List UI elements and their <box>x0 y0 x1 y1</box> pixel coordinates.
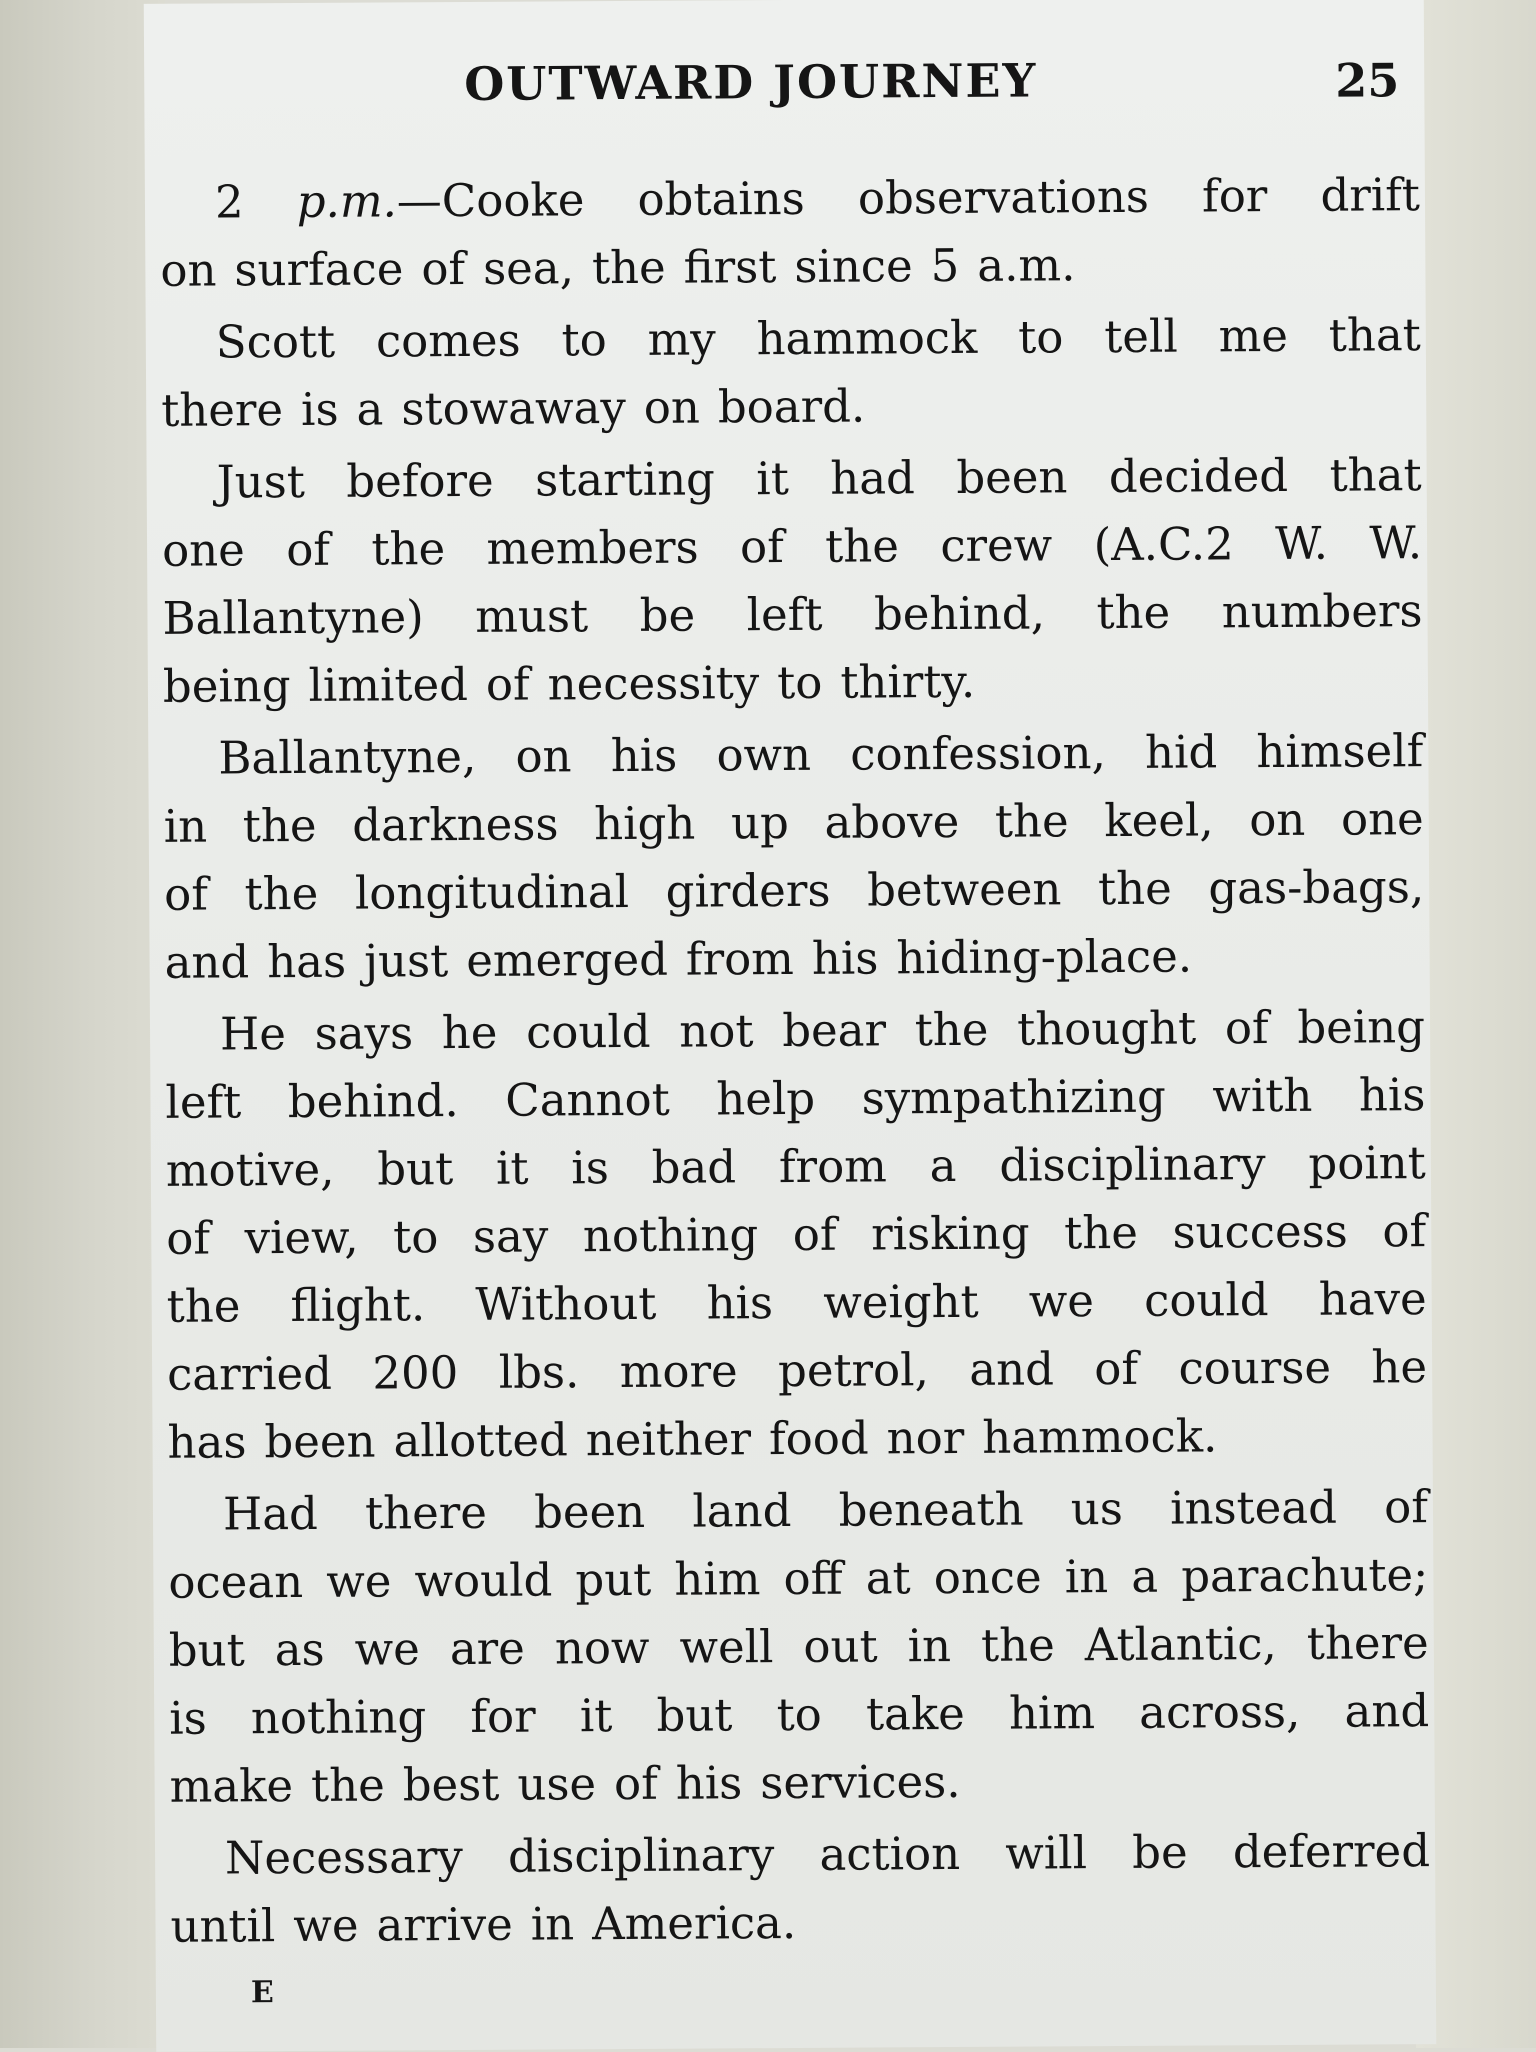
word: out <box>803 1619 878 1673</box>
word: gas-bags, <box>1208 860 1425 915</box>
word: me <box>1218 308 1289 363</box>
word: point <box>1308 1136 1426 1190</box>
paragraph <box>170 1817 1431 1961</box>
paragraph <box>161 301 1422 445</box>
text-line <box>161 301 1421 377</box>
word: for <box>470 1689 536 1743</box>
text-line <box>169 1609 1429 1685</box>
word: in <box>163 799 208 853</box>
word: since <box>794 239 913 293</box>
word: on <box>160 243 217 297</box>
word: says <box>314 1006 414 1060</box>
word: off <box>783 1551 843 1606</box>
word: from <box>778 1139 888 1194</box>
word: Ballantyne) <box>162 590 424 645</box>
word: disciplinary <box>507 1828 775 1883</box>
word: on <box>515 729 572 783</box>
word: one <box>161 523 245 577</box>
word: nothing <box>582 1208 759 1263</box>
word: has <box>167 1415 247 1469</box>
word: say <box>472 1209 549 1263</box>
word: could <box>1143 1273 1269 1327</box>
word: of <box>166 1211 211 1265</box>
text-line <box>163 645 1423 721</box>
word: darkness <box>352 797 559 852</box>
word: being <box>162 659 291 713</box>
word: behind. <box>287 1074 459 1129</box>
word: petrol, <box>777 1343 930 1398</box>
word: could <box>525 1004 651 1059</box>
word: now <box>554 1620 650 1675</box>
word: drift <box>1320 168 1421 222</box>
text-line <box>168 1541 1428 1617</box>
word: the <box>914 1002 989 1057</box>
word: him <box>1008 1686 1096 1740</box>
word: the <box>244 866 319 921</box>
word: is <box>169 1691 207 1745</box>
word: Atlantic, <box>1084 1617 1277 1672</box>
word: for <box>1201 169 1268 223</box>
text-line <box>160 161 1420 237</box>
word: best <box>402 1757 500 1812</box>
word: the <box>242 798 317 853</box>
word: above <box>824 794 960 849</box>
text-line <box>160 229 1420 305</box>
word: well <box>679 1620 774 1674</box>
word: surface <box>234 242 404 297</box>
word: and <box>969 1342 1055 1396</box>
text-line <box>167 1265 1427 1341</box>
text-line <box>166 1197 1426 1273</box>
word: disciplinary <box>999 1137 1266 1192</box>
page-number: 25 <box>1335 53 1400 108</box>
word: thought <box>1016 1001 1197 1056</box>
word: bad <box>651 1140 737 1194</box>
word: that <box>1328 308 1421 362</box>
word: Scott <box>215 314 336 369</box>
word: up <box>730 796 789 850</box>
word: the <box>371 522 446 576</box>
word: in <box>907 1619 952 1673</box>
word: comes <box>375 313 521 368</box>
text-line <box>164 785 1424 861</box>
word: himself <box>1256 724 1424 779</box>
word: first <box>683 240 777 294</box>
text-line <box>161 441 1421 517</box>
word: p.m.—Cooke <box>296 173 585 228</box>
word: of <box>1384 1480 1429 1534</box>
word: a <box>929 1138 957 1193</box>
word: arrive <box>376 1897 513 1952</box>
word: there <box>161 383 284 437</box>
word: in <box>530 1897 575 1951</box>
word: food <box>768 1411 869 1466</box>
word: his <box>1358 1068 1426 1122</box>
word: hiding-place. <box>896 929 1193 985</box>
word: the <box>1097 861 1172 916</box>
word: on <box>643 380 701 434</box>
word: parachute; <box>1181 1548 1429 1603</box>
word: confession, <box>850 726 1106 781</box>
word: and <box>1344 1684 1430 1738</box>
word: but <box>377 1142 454 1196</box>
word: a.m. <box>977 238 1076 292</box>
word: weight <box>823 1274 979 1329</box>
text-line <box>169 1677 1429 1753</box>
word: just <box>363 934 449 988</box>
word: a <box>1131 1549 1159 1603</box>
word: keel, <box>1104 793 1214 848</box>
book-page <box>144 0 1436 2052</box>
word: we <box>354 1622 420 1676</box>
word: view, <box>244 1210 359 1265</box>
word: will <box>1005 1826 1088 1880</box>
word: risking <box>870 1206 1030 1261</box>
running-head <box>144 51 1424 129</box>
word: Had <box>222 1486 319 1541</box>
word: to <box>777 655 823 710</box>
word: the <box>166 1279 241 1333</box>
text-line <box>164 853 1424 929</box>
word: of <box>286 522 331 577</box>
word: that <box>1329 448 1422 502</box>
word: board. <box>717 379 866 434</box>
word: of <box>421 241 466 296</box>
word: the <box>1064 1205 1139 1260</box>
word: longitudinal <box>354 864 630 920</box>
word: W. <box>1275 516 1329 571</box>
word: him <box>674 1552 761 1606</box>
text-line <box>162 509 1422 585</box>
word: thirty. <box>840 654 976 709</box>
word: not <box>679 1004 754 1058</box>
word: course <box>1178 1340 1332 1395</box>
word: make <box>169 1759 294 1813</box>
word: the <box>1096 585 1171 640</box>
word: starting <box>534 452 716 507</box>
word: carried <box>166 1346 333 1401</box>
word: before <box>346 453 494 508</box>
word: and <box>164 935 250 989</box>
word: high <box>593 796 696 851</box>
text-line <box>167 1401 1427 1477</box>
word: hammock. <box>982 1409 1218 1464</box>
word: Without <box>475 1276 657 1331</box>
word: he <box>441 1005 498 1060</box>
paragraph <box>163 717 1425 997</box>
word: of <box>1094 1341 1139 1396</box>
text-line <box>168 1473 1428 1549</box>
word: a <box>356 382 384 436</box>
word: with <box>1212 1068 1313 1123</box>
word: Just <box>216 454 306 509</box>
word: had <box>830 451 916 505</box>
word: once <box>933 1550 1042 1605</box>
text-line <box>163 717 1423 793</box>
text-line <box>170 1885 1430 1961</box>
word: Ballantyne, <box>218 729 477 785</box>
word: America. <box>592 1895 797 1951</box>
word: in <box>1064 1550 1109 1604</box>
word: deferred <box>1232 1824 1431 1879</box>
word: be <box>639 588 696 642</box>
word: emerged <box>466 932 669 987</box>
word: neither <box>585 1412 752 1467</box>
word: 200 <box>372 1346 459 1400</box>
word: tell <box>1104 309 1178 364</box>
word: help <box>716 1071 816 1126</box>
word: the <box>994 794 1069 848</box>
word: limited <box>308 657 469 712</box>
word: the <box>980 1618 1055 1672</box>
word: to <box>1018 310 1064 364</box>
word: of <box>792 1207 837 1261</box>
word: there <box>1306 1616 1429 1670</box>
word: there <box>364 1485 488 1540</box>
word: take <box>865 1686 965 1741</box>
word: be <box>1132 1825 1188 1879</box>
paragraph <box>165 993 1428 1477</box>
word: stowaway <box>401 380 626 436</box>
word: decided <box>1108 448 1289 504</box>
word: across, <box>1139 1684 1301 1739</box>
word: 2 <box>214 175 244 229</box>
word: the <box>591 240 666 295</box>
word: his <box>811 931 879 985</box>
word: between <box>866 862 1062 917</box>
word: observations <box>857 169 1150 225</box>
word: necessity <box>547 656 760 711</box>
word: been <box>264 1414 376 1469</box>
word: until <box>170 1899 276 1953</box>
word: left <box>165 1075 242 1129</box>
word: to <box>561 313 607 367</box>
word: members <box>486 520 699 575</box>
left-page-margin <box>0 0 165 2048</box>
word: sympathizing <box>861 1069 1166 1125</box>
word: the <box>310 1758 385 1812</box>
word: bear <box>782 1003 887 1058</box>
word: flight. <box>290 1278 426 1333</box>
word: being <box>1297 1000 1426 1054</box>
word: left <box>746 587 823 642</box>
word: of <box>1224 1001 1269 1055</box>
word: at <box>865 1551 911 1605</box>
word: hid <box>1144 725 1218 779</box>
text-line <box>169 1745 1429 1821</box>
word: use <box>517 1757 597 1811</box>
word: girders <box>665 863 831 918</box>
word: but <box>168 1623 245 1677</box>
word: of <box>739 520 784 574</box>
word: nothing <box>250 1690 427 1745</box>
text-line <box>161 369 1421 445</box>
word: nor <box>886 1410 965 1465</box>
word: it <box>495 1141 529 1195</box>
word: it <box>579 1689 613 1743</box>
word: Necessary <box>224 1830 464 1885</box>
text-line <box>164 921 1424 997</box>
word: we <box>326 1554 392 1608</box>
word: has <box>267 934 347 989</box>
word: have <box>1318 1272 1427 1326</box>
word: his <box>675 1756 743 1810</box>
word: is <box>300 382 339 436</box>
word: of <box>485 657 530 711</box>
word: to <box>776 1687 822 1742</box>
word: we <box>293 1898 359 1953</box>
text-line <box>167 1333 1427 1409</box>
word: allotted <box>393 1413 568 1468</box>
word: services. <box>760 1754 961 1810</box>
word: his <box>706 1276 774 1330</box>
word: beneath <box>838 1482 1024 1537</box>
word: W. <box>1369 516 1423 570</box>
word: must <box>475 589 589 643</box>
word: action <box>819 1826 961 1881</box>
word: obtains <box>637 171 805 226</box>
word: own <box>716 727 812 782</box>
word: 5 <box>930 238 960 293</box>
word: of <box>1382 1204 1427 1258</box>
word: are <box>449 1621 526 1676</box>
word: is <box>571 1141 609 1195</box>
word: motive, <box>165 1142 335 1197</box>
text-line <box>166 1129 1426 1205</box>
word: ocean <box>168 1554 304 1609</box>
text-line <box>162 577 1422 653</box>
body-text <box>160 161 1431 1965</box>
paragraph <box>160 161 1421 305</box>
signature-mark: E <box>250 1975 274 2011</box>
word: numbers <box>1221 584 1423 639</box>
word: instead <box>1169 1480 1338 1535</box>
paragraph <box>168 1473 1430 1821</box>
word: put <box>575 1552 652 1607</box>
word: Cannot <box>505 1072 670 1127</box>
word: lbs. <box>498 1345 580 1399</box>
text-line <box>165 1061 1425 1137</box>
word: more <box>619 1344 738 1399</box>
word: one <box>1340 792 1424 846</box>
word: it <box>756 451 789 506</box>
word: behind, <box>873 586 1046 641</box>
text-line <box>170 1817 1430 1893</box>
word: been <box>533 1484 646 1539</box>
paragraph <box>161 441 1423 721</box>
word: He <box>219 1007 287 1061</box>
word: from <box>685 931 795 986</box>
word: but <box>656 1688 733 1742</box>
word: land <box>692 1484 792 1538</box>
word: as <box>274 1622 325 1677</box>
page-title: OUTWARD JOURNEY <box>464 53 1038 111</box>
word: of <box>164 867 209 921</box>
word: hammock <box>756 310 978 366</box>
word: crew <box>940 518 1053 573</box>
word: of <box>613 1756 659 1811</box>
word: he <box>1371 1340 1428 1394</box>
word: us <box>1070 1481 1124 1536</box>
text-line <box>165 993 1425 1069</box>
word: to <box>393 1210 439 1264</box>
word: would <box>414 1553 553 1608</box>
word: his <box>610 728 678 783</box>
word: the <box>825 519 900 573</box>
word: been <box>956 450 1068 504</box>
word: (A.C.2 <box>1093 517 1234 572</box>
word: my <box>647 312 716 366</box>
word: success <box>1172 1204 1348 1259</box>
word: sea, <box>482 241 575 295</box>
word: on <box>1249 792 1306 847</box>
word: we <box>1028 1274 1095 1328</box>
